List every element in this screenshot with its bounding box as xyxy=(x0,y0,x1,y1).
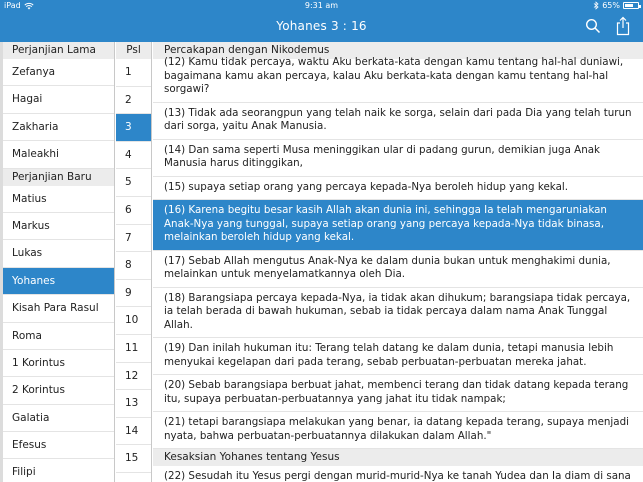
verse-item[interactable]: (22) Sesudah itu Yesus pergi dengan murid-murid-Nya ke tanah Yudea dan Ia diam di sana xyxy=(153,466,643,482)
book-item[interactable]: Matius xyxy=(3,186,114,213)
chapter-items xyxy=(116,59,151,473)
share-icon[interactable] xyxy=(615,16,631,36)
section-title: Kesaksian Yohanes tentang Yesus xyxy=(153,449,643,466)
chapter-header: Psl xyxy=(116,42,151,59)
book-item[interactable]: Zakharia xyxy=(3,114,114,141)
chapter-item[interactable]: 2 xyxy=(116,87,151,115)
chapter-item[interactable]: 1 xyxy=(116,59,151,87)
verse-item[interactable]: (14) Dan sama seperti Musa meninggikan ular di padang gurun, demikian juga Anak Manusia harus ditinggikan, xyxy=(153,140,643,177)
verse-item[interactable]: (21) tetapi barangsiapa melakukan yang benar, ia datang kepada terang, supaya menjadi nyata, bahwa perbuatan-perbuatannya dilakukan dalam Allah." xyxy=(153,412,643,449)
chapter-item[interactable]: 7 xyxy=(116,225,151,253)
book-item[interactable]: Galatia xyxy=(3,405,114,432)
book-item[interactable]: Zefanya xyxy=(3,59,114,86)
battery-icon xyxy=(623,2,639,9)
chapter-item[interactable]: 15 xyxy=(116,445,151,473)
section-title: Percakapan dengan Nikodemus xyxy=(153,42,643,59)
verse-item[interactable]: (12) Kamu tidak percaya, waktu Aku berkata-kata dengan kamu tentang hal-hal duniawi, bagaimana kamu akan percaya, kalau Aku berkata-kata dengan kamu tentang hal-hal sorgawi? xyxy=(153,56,643,103)
verse-item[interactable]: (18) Barangsiapa percaya kepada-Nya, ia tidak akan dihukum; barangsiapa tidak percaya, ia telah berada di bawah hukuman, sebab ia tidak percaya dalam nama Anak Tunggal Allah. xyxy=(153,288,643,339)
bluetooth-icon xyxy=(593,1,599,10)
chapter-item[interactable]: 14 xyxy=(116,418,151,446)
chapter-item[interactable]: 8 xyxy=(116,252,151,280)
chapter-item[interactable]: 12 xyxy=(116,363,151,391)
battery-percent: 65% xyxy=(602,1,620,10)
verse-items xyxy=(153,466,643,482)
status-bar xyxy=(0,0,643,12)
device-label: iPad xyxy=(4,1,21,10)
search-icon[interactable] xyxy=(585,18,601,34)
book-item[interactable]: Markus xyxy=(3,213,114,240)
book-item[interactable]: Roma xyxy=(3,323,114,350)
chapter-item[interactable]: 11 xyxy=(116,335,151,363)
chapter-item[interactable]: 5 xyxy=(116,169,151,197)
chapter-item[interactable]: 3 xyxy=(116,114,151,142)
new-testament-list xyxy=(3,186,114,482)
old-testament-header: Perjanjian Lama xyxy=(3,42,114,59)
page-title[interactable]: Yohanes 3 : 16 xyxy=(276,19,367,33)
book-item[interactable]: Kisah Para Rasul xyxy=(3,295,114,322)
book-item[interactable]: Hagai xyxy=(3,86,114,113)
book-item[interactable]: 2 Korintus xyxy=(3,377,114,404)
verse-item[interactable]: (13) Tidak ada seorangpun yang telah naik ke sorga, selain dari pada Dia yang telah turun dari sorga, yaitu Anak Manusia. xyxy=(153,103,643,140)
book-item[interactable]: 1 Korintus xyxy=(3,350,114,377)
book-item[interactable]: Maleakhi xyxy=(3,141,114,168)
chapter-item[interactable]: 6 xyxy=(116,197,151,225)
verse-list[interactable] xyxy=(153,42,643,482)
book-item[interactable]: Lukas xyxy=(3,240,114,267)
navigation-bar xyxy=(0,12,643,42)
verse-item[interactable]: (17) Sebab Allah mengutus Anak-Nya ke dalam dunia bukan untuk menghakimi dunia, melainkan untuk menyelamatkannya oleh Dia. xyxy=(153,251,643,288)
chapter-list[interactable] xyxy=(116,42,152,482)
verse-item[interactable]: (15) supaya setiap orang yang percaya kepada-Nya beroleh hidup yang kekal. xyxy=(153,177,643,201)
verse-item[interactable]: (19) Dan inilah hukuman itu: Terang telah datang ke dalam dunia, tetapi manusia lebih menyukai kegelapan dari pada terang, sebab perbuatan-perbuatan mereka jahat. xyxy=(153,338,643,375)
book-item[interactable]: Filipi xyxy=(3,459,114,482)
battery-level xyxy=(625,4,633,7)
old-testament-list xyxy=(3,59,114,169)
verse-item[interactable]: (20) Sebab barangsiapa berbuat jahat, membenci terang dan tidak datang kepada terang itu, supaya perbuatan-perbuatannya yang jahat itu tidak nampak; xyxy=(153,375,643,412)
status-time: 9:31 am xyxy=(304,1,339,10)
new-testament-header: Perjanjian Baru xyxy=(3,169,114,186)
verse-items xyxy=(153,56,643,449)
book-item[interactable]: Efesus xyxy=(3,432,114,459)
chapter-item[interactable]: 9 xyxy=(116,280,151,308)
chapter-item[interactable]: 4 xyxy=(116,142,151,170)
verse-item[interactable]: (16) Karena begitu besar kasih Allah akan dunia ini, sehingga Ia telah mengaruniakan Anak-Nya yang tunggal, supaya setiap orang yang percaya kepada-Nya tidak binasa, melainkan beroleh hidup yang kekal. xyxy=(153,200,643,251)
book-list[interactable] xyxy=(3,42,115,482)
chapter-item[interactable]: 13 xyxy=(116,390,151,418)
chapter-item[interactable]: 10 xyxy=(116,307,151,335)
book-item[interactable]: Yohanes xyxy=(3,268,114,295)
